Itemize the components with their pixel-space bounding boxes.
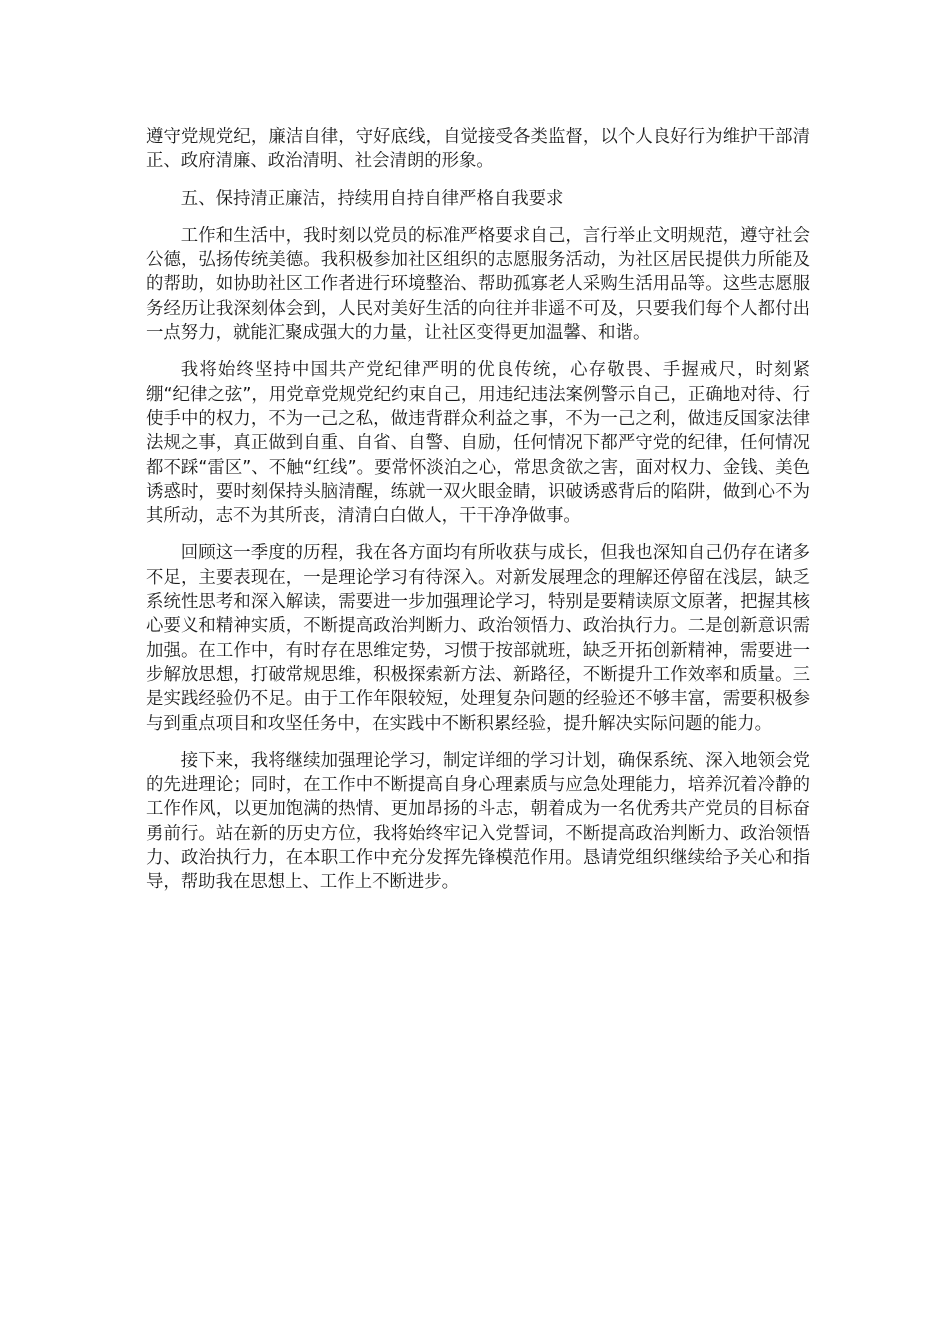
- document-page: [146, 125, 810, 908]
- paragraph: 工作和生活中，我时刻以党员的标准严格要求自己，言行举止文明规范，遵守社会公德，弘扬传统美德。我积极参加社区组织的志愿服务活动，为社区居民提供力所能及的帮助，如协助社区工作者进行环境整治、帮助孤寡老人采购生活用品等。这些志愿服务经历让我深刻体会到，人民对美好生活的向往并非遥不可及，只要我们每个人都付出一点努力，就能汇聚成强大的力量，让社区变得更加温馨、和谐。: [146, 225, 810, 344]
- paragraph: 我将始终坚持中国共产党纪律严明的优良传统，心存敬畏、手握戒尺，时刻紧绷“纪律之弦”，用党章党规党纪约束自己，用违纪违法案例警示自己，正确地对待、行使手中的权力，不为一己之私，做违背群众利益之事，不为一己之利，做违反国家法律法规之事，真正做到自重、自省、自警、自励，任何情况下都严守党的纪律，任何情况都不踩“雷区”、不触“红线”。要常怀淡泊之心，常思贪欲之害，面对权力、金钱、美色诱惑时，要时刻保持头脑清醒，练就一双火眼金睛，识破诱惑背后的陷阱，做到心不为其所动，志不为其所丧，清清白白做人，干干净净做事。: [146, 360, 810, 527]
- paragraph: 接下来，我将继续加强理论学习，制定详细的学习计划，确保系统、深入地领会党的先进理论；同时，在工作中不断提高自身心理素质与应急处理能力，培养沉着冷静的工作作风，以更加饱满的热情、更加昂扬的斗志，朝着成为一名优秀共产党员的目标奋勇前行。站在新的历史方位，我将始终牢记入党誓词，不断提高政治判断力、政治领悟力、政治执行力，在本职工作中充分发挥先锋模范作用。恳请党组织继续给予关心和指导，帮助我在思想上、工作上不断进步。: [146, 750, 810, 893]
- paragraph: 回顾这一季度的历程，我在各方面均有所收获与成长，但我也深知自己仍存在诸多不足，主要表现在，一是理论学习有待深入。对新发展理念的理解还停留在浅层，缺乏系统性思考和深入解读，需要进一步加强理论学习，特别是要精读原文原著，把握其核心要义和精神实质，不断提高政治判断力、政治领悟力、政治执行力。二是创新意识需加强。在工作中，有时存在思维定势，习惯于按部就班，缺乏开拓创新精神，需要进一步解放思想，打破常规思维，积极探索新方法、新路径，不断提升工作效率和质量。三是实践经验仍不足。由于工作年限较短，处理复杂问题的经验还不够丰富，需要积极参与到重点项目和攻坚任务中，在实践中不断积累经验，提升解决实际问题的能力。: [146, 543, 810, 734]
- section-heading: 五、保持清正廉洁，持续用自持自律严格自我要求: [180, 188, 564, 209]
- paragraph-continuation: 遵守党规党纪，廉洁自律，守好底线，自觉接受各类监督，以个人良好行为维护干部清正、政府清廉、政治清明、社会清朗的形象。: [146, 127, 810, 172]
